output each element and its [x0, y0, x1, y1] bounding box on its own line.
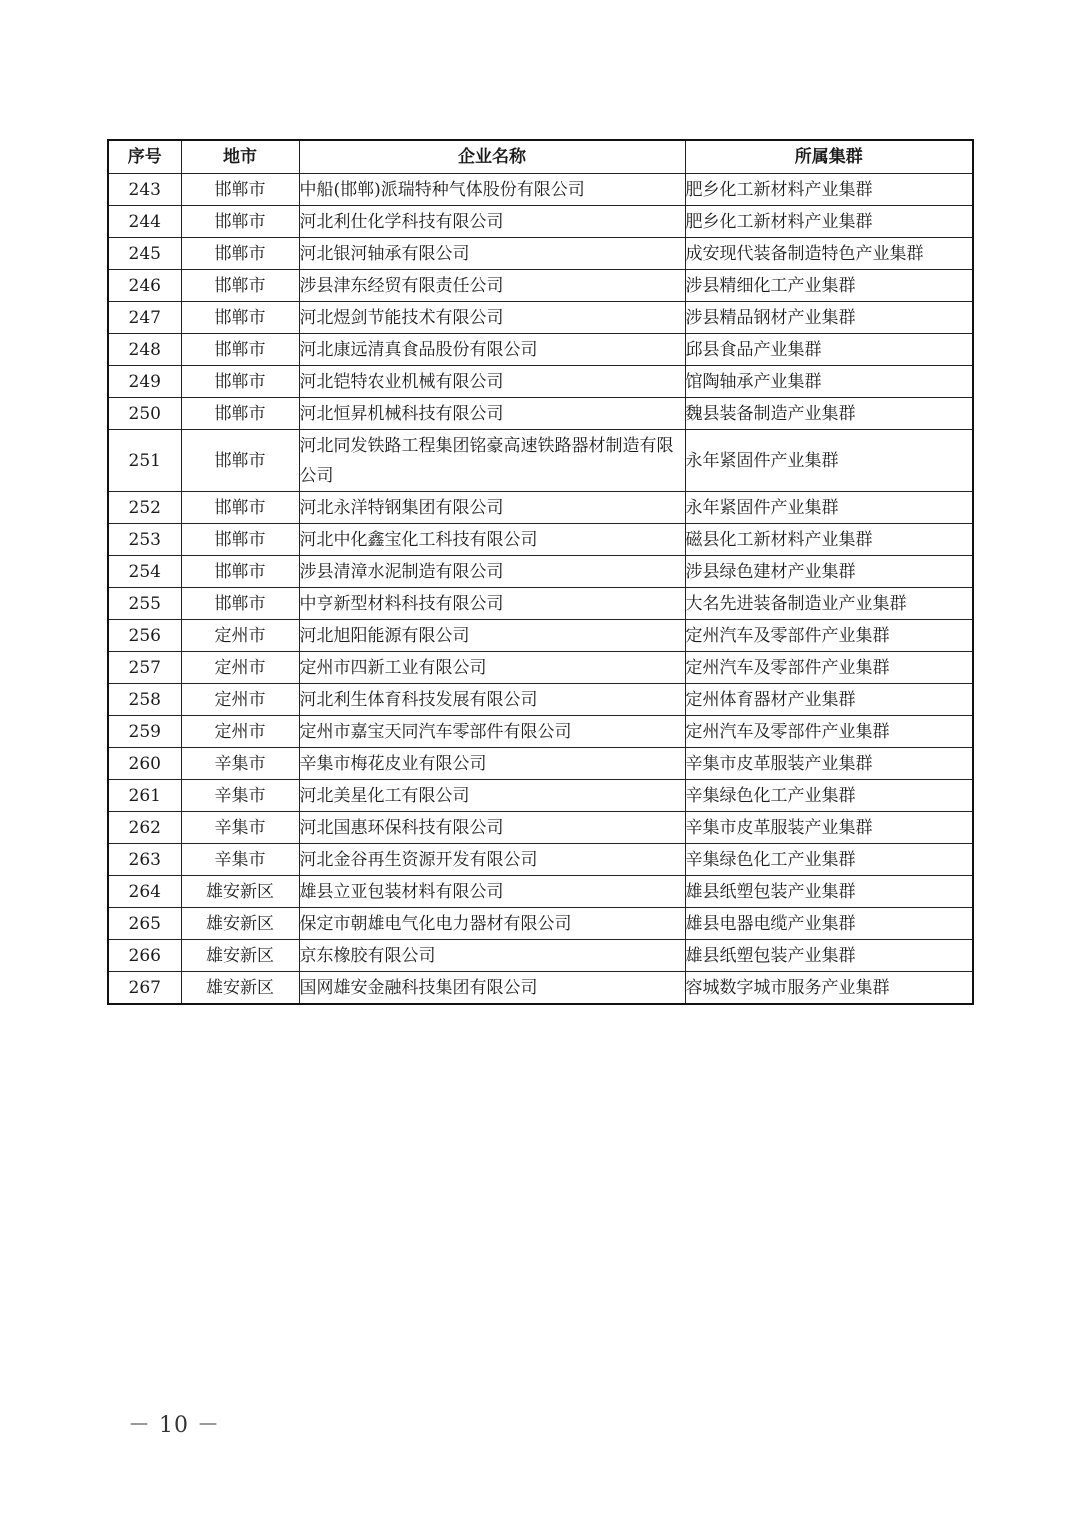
cell-serial-number: 256	[108, 620, 181, 652]
table-row	[108, 876, 973, 908]
cell-cluster: 魏县装备制造产业集群	[685, 398, 973, 430]
cell-city: 雄安新区	[181, 908, 299, 940]
cell-cluster: 定州汽车及零部件产业集群	[685, 652, 973, 684]
cell-serial-number: 259	[108, 716, 181, 748]
cell-company-name: 河北旭阳能源有限公司	[299, 620, 685, 652]
cell-serial-number: 262	[108, 812, 181, 844]
cell-company-name: 国网雄安金融科技集团有限公司	[299, 972, 685, 1005]
cell-serial-number: 244	[108, 206, 181, 238]
cell-city: 邯郸市	[181, 588, 299, 620]
cell-company-name: 保定市朝雄电气化电力器材有限公司	[299, 908, 685, 940]
cell-company-name: 中船(邯郸)派瑞特种气体股份有限公司	[299, 174, 685, 206]
cell-serial-number: 267	[108, 972, 181, 1005]
cell-company-name: 定州市嘉宝天同汽车零部件有限公司	[299, 716, 685, 748]
cell-city: 雄安新区	[181, 940, 299, 972]
cell-company-name: 河北金谷再生资源开发有限公司	[299, 844, 685, 876]
table-row	[108, 206, 973, 238]
table-row	[108, 270, 973, 302]
table-row	[108, 174, 973, 206]
table-row	[108, 238, 973, 270]
cell-cluster: 涉县精品钢材产业集群	[685, 302, 973, 334]
table-row	[108, 302, 973, 334]
table-row	[108, 588, 973, 620]
cell-serial-number: 251	[108, 430, 181, 492]
cell-city: 辛集市	[181, 812, 299, 844]
cell-city: 邯郸市	[181, 366, 299, 398]
cell-company-name: 定州市四新工业有限公司	[299, 652, 685, 684]
cell-cluster: 成安现代装备制造特色产业集群	[685, 238, 973, 270]
cell-company-name: 河北中化鑫宝化工科技有限公司	[299, 524, 685, 556]
cell-company-name: 河北煜剑节能技术有限公司	[299, 302, 685, 334]
cell-cluster: 馆陶轴承产业集群	[685, 366, 973, 398]
table-row	[108, 812, 973, 844]
cell-city: 辛集市	[181, 748, 299, 780]
cell-cluster: 肥乡化工新材料产业集群	[685, 206, 973, 238]
cell-company-name: 涉县清漳水泥制造有限公司	[299, 556, 685, 588]
table-row	[108, 908, 973, 940]
header-cluster: 所属集群	[685, 140, 973, 174]
table-row	[108, 524, 973, 556]
cell-cluster: 雄县纸塑包装产业集群	[685, 940, 973, 972]
cell-company-name: 河北银河轴承有限公司	[299, 238, 685, 270]
cell-city: 定州市	[181, 716, 299, 748]
cell-serial-number: 266	[108, 940, 181, 972]
cell-serial-number: 249	[108, 366, 181, 398]
cell-cluster: 涉县绿色建材产业集群	[685, 556, 973, 588]
enterprise-table	[107, 139, 974, 1005]
cell-city: 辛集市	[181, 780, 299, 812]
cell-serial-number: 253	[108, 524, 181, 556]
cell-serial-number: 246	[108, 270, 181, 302]
cell-cluster: 辛集市皮革服装产业集群	[685, 812, 973, 844]
table-row	[108, 972, 973, 1005]
cell-serial-number: 243	[108, 174, 181, 206]
table-row	[108, 556, 973, 588]
cell-serial-number: 261	[108, 780, 181, 812]
table-row	[108, 844, 973, 876]
table-row	[108, 748, 973, 780]
cell-serial-number: 252	[108, 492, 181, 524]
header-city: 地市	[181, 140, 299, 174]
cell-company-name: 河北国惠环保科技有限公司	[299, 812, 685, 844]
cell-city: 邯郸市	[181, 270, 299, 302]
cell-company-name: 涉县津东经贸有限责任公司	[299, 270, 685, 302]
cell-company-name: 河北康远清真食品股份有限公司	[299, 334, 685, 366]
header-serial-number: 序号	[108, 140, 181, 174]
cell-cluster: 邱县食品产业集群	[685, 334, 973, 366]
cell-city: 邯郸市	[181, 492, 299, 524]
cell-serial-number: 250	[108, 398, 181, 430]
cell-serial-number: 263	[108, 844, 181, 876]
cell-serial-number: 247	[108, 302, 181, 334]
cell-company-name: 辛集市梅花皮业有限公司	[299, 748, 685, 780]
cell-cluster: 雄县电器电缆产业集群	[685, 908, 973, 940]
cell-city: 雄安新区	[181, 972, 299, 1005]
cell-city: 邯郸市	[181, 302, 299, 334]
cell-cluster: 永年紧固件产业集群	[685, 492, 973, 524]
cell-cluster: 辛集绿色化工产业集群	[685, 780, 973, 812]
cell-cluster: 永年紧固件产业集群	[685, 430, 973, 492]
cell-city: 邯郸市	[181, 524, 299, 556]
table-row	[108, 334, 973, 366]
cell-cluster: 辛集市皮革服装产业集群	[685, 748, 973, 780]
cell-serial-number: 248	[108, 334, 181, 366]
cell-serial-number: 245	[108, 238, 181, 270]
cell-serial-number: 255	[108, 588, 181, 620]
cell-serial-number: 265	[108, 908, 181, 940]
cell-cluster: 磁县化工新材料产业集群	[685, 524, 973, 556]
cell-city: 定州市	[181, 652, 299, 684]
table-row	[108, 684, 973, 716]
cell-serial-number: 254	[108, 556, 181, 588]
cell-city: 辛集市	[181, 844, 299, 876]
cell-company-name: 河北同发铁路工程集团铭豪高速铁路器材制造有限公司	[299, 430, 685, 492]
cell-cluster: 定州汽车及零部件产业集群	[685, 716, 973, 748]
cell-cluster: 辛集绿色化工产业集群	[685, 844, 973, 876]
cell-company-name: 中亨新型材料科技有限公司	[299, 588, 685, 620]
table-row	[108, 492, 973, 524]
cell-serial-number: 258	[108, 684, 181, 716]
table-row	[108, 652, 973, 684]
cell-cluster: 定州汽车及零部件产业集群	[685, 620, 973, 652]
cell-company-name: 河北美星化工有限公司	[299, 780, 685, 812]
table-row	[108, 430, 973, 492]
cell-company-name: 雄县立亚包装材料有限公司	[299, 876, 685, 908]
cell-city: 定州市	[181, 684, 299, 716]
cell-city: 定州市	[181, 620, 299, 652]
cell-cluster: 定州体育器材产业集群	[685, 684, 973, 716]
cell-city: 邯郸市	[181, 398, 299, 430]
cell-serial-number: 264	[108, 876, 181, 908]
cell-city: 邯郸市	[181, 430, 299, 492]
table-row	[108, 716, 973, 748]
table-row	[108, 398, 973, 430]
cell-city: 邯郸市	[181, 174, 299, 206]
table-row	[108, 780, 973, 812]
table-row	[108, 366, 973, 398]
cell-city: 邯郸市	[181, 334, 299, 366]
cell-company-name: 河北永洋特钢集团有限公司	[299, 492, 685, 524]
cell-city: 邯郸市	[181, 206, 299, 238]
cell-serial-number: 260	[108, 748, 181, 780]
cell-company-name: 河北利生体育科技发展有限公司	[299, 684, 685, 716]
cell-cluster: 涉县精细化工产业集群	[685, 270, 973, 302]
page-number: － 10 －	[128, 1413, 220, 1438]
cell-cluster: 雄县纸塑包装产业集群	[685, 876, 973, 908]
cell-company-name: 河北铠特农业机械有限公司	[299, 366, 685, 398]
cell-cluster: 肥乡化工新材料产业集群	[685, 174, 973, 206]
cell-company-name: 京东橡胶有限公司	[299, 940, 685, 972]
cell-cluster: 大名先进装备制造业产业集群	[685, 588, 973, 620]
header-company-name: 企业名称	[299, 140, 685, 174]
cell-city: 雄安新区	[181, 876, 299, 908]
cell-company-name: 河北利仕化学科技有限公司	[299, 206, 685, 238]
table-row	[108, 620, 973, 652]
table-header-row	[108, 140, 973, 174]
cell-company-name: 河北恒昇机械科技有限公司	[299, 398, 685, 430]
cell-city: 邯郸市	[181, 556, 299, 588]
cell-city: 邯郸市	[181, 238, 299, 270]
cell-cluster: 容城数字城市服务产业集群	[685, 972, 973, 1005]
table-row	[108, 940, 973, 972]
cell-serial-number: 257	[108, 652, 181, 684]
